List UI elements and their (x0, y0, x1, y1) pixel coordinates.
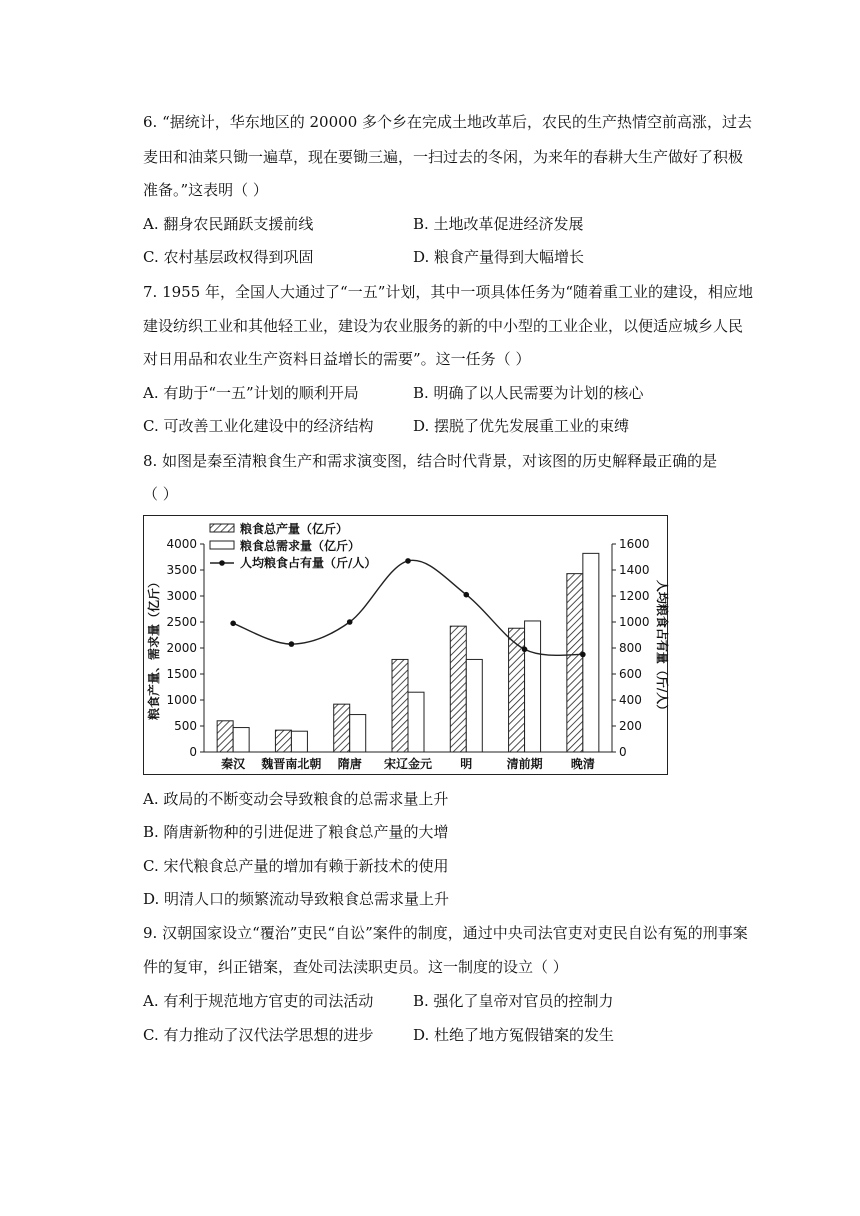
x-tick-label: 清前期 (506, 757, 543, 771)
y-left-tick-label: 2500 (166, 615, 197, 629)
y-left-tick-label: 1000 (166, 693, 197, 707)
bar-demand (233, 728, 249, 752)
q8-stem-line-1: 8. 如图是秦至清粮食生产和需求演变图，结合时代背景，对该图的历史解释最正确的是 (143, 452, 718, 470)
q9-option-c: C. 有力推动了汉代法学思想的进步 (143, 1026, 374, 1044)
y-axis-left (166, 537, 204, 759)
y-right-tick-label: 1600 (619, 537, 650, 551)
q7-stem-line-2: 建设纺织工业和其他轻工业，建设为农业服务的新的中小型的工业企业，以便适应城乡人民 (143, 317, 744, 335)
grain-chart (143, 515, 668, 775)
per-capita-point (289, 641, 295, 647)
q7-option-d: D. 摆脱了优先发展重工业的束缚 (413, 417, 630, 435)
y-left-tick-label: 3000 (166, 589, 197, 603)
y-left-tick-label: 500 (174, 719, 197, 733)
q7-stem-line-1: 7. 1955 年，全国人大通过了“一五”计划，其中一项具体任务为“随着重工业的建设，相应地 (143, 283, 754, 301)
bar-production (450, 626, 466, 752)
x-tick-label: 晚清 (570, 757, 595, 771)
bar-demand (525, 621, 541, 752)
q7-option-c: C. 可改善工业化建设中的经济结构 (143, 417, 374, 435)
q6-stem-line-3: 准备。”这表明（ ） (143, 181, 268, 199)
bar-production (509, 628, 525, 752)
y-axis-right-title: 人均粮食占有量（斤/人） (655, 579, 669, 717)
q9-stem-line-1: 9. 汉朝国家设立“覆治”吏民“自讼”案件的制度，通过中央司法官吏对吏民自讼有冤的刑事案 (143, 924, 748, 942)
y-right-tick-label: 800 (619, 641, 642, 655)
bar-demand (350, 715, 366, 752)
q8-option-a: A. 政局的不断变动会导致粮食的总需求量上升 (143, 790, 449, 808)
y-right-tick-label: 1200 (619, 589, 650, 603)
y-left-tick-label: 2000 (166, 641, 197, 655)
q6-option-d: D. 粮食产量得到大幅增长 (413, 248, 585, 266)
y-axis-right (612, 537, 650, 759)
legend-swatch-point (219, 560, 225, 566)
bar-production (392, 659, 408, 752)
per-capita-point (463, 592, 469, 598)
q8-option-d: D. 明清人口的频繁流动导致粮食总需求量上升 (143, 890, 450, 908)
q9-option-a: A. 有利于规范地方官吏的司法活动 (143, 992, 374, 1010)
q7-option-a: A. 有助于“一五”计划的顺利开局 (143, 384, 359, 402)
y-left-tick-label: 0 (189, 745, 197, 759)
y-right-tick-label: 200 (619, 719, 642, 733)
per-capita-point (405, 558, 411, 564)
legend-label-production: 粮食总产量（亿斤） (240, 522, 349, 536)
bars-group (217, 553, 599, 752)
bar-production (217, 721, 233, 752)
y-right-tick-label: 1400 (619, 563, 650, 577)
x-tick-label: 明 (460, 757, 473, 771)
q8-stem-line-2: （ ） (143, 485, 178, 503)
q8-option-b: B. 隋唐新物种的引进促进了粮食总产量的大增 (143, 823, 449, 841)
bar-demand (291, 731, 307, 752)
y-axis-left-title: 粮食产量、需求量（亿斤） (147, 575, 161, 721)
q6-option-b: B. 土地改革促进经济发展 (413, 215, 584, 233)
legend-label-per-capita: 人均粮食占有量（斤/人） (240, 556, 377, 570)
x-tick-label: 隋唐 (337, 757, 362, 771)
q9-option-d: D. 杜绝了地方冤假错案的发生 (413, 1026, 615, 1044)
grain-chart-svg (144, 516, 667, 774)
y-left-tick-label: 3500 (166, 563, 197, 577)
bar-demand (466, 659, 482, 752)
bar-production (275, 730, 291, 752)
bar-production (567, 574, 583, 752)
legend-swatch-demand (210, 541, 234, 549)
q9-option-b: B. 强化了皇帝对官员的控制力 (413, 992, 614, 1010)
x-tick-label: 宋辽金元 (383, 757, 433, 771)
per-capita-point (580, 652, 586, 658)
q7-option-b: B. 明确了以人民需要为计划的核心 (413, 384, 644, 402)
q6-stem-line-1: 6. “据统计，华东地区的 20000 多个乡在完成土地改革后，农民的生产热情空前高涨，过去 (143, 113, 753, 131)
bar-demand (408, 692, 424, 752)
y-right-tick-label: 400 (619, 693, 642, 707)
y-left-tick-label: 4000 (166, 537, 197, 551)
y-right-tick-label: 600 (619, 667, 642, 681)
chart-legend (210, 521, 376, 570)
x-axis (204, 752, 612, 771)
per-capita-point (230, 621, 236, 627)
q6-option-a: A. 翻身农民踊跃支援前线 (143, 215, 314, 233)
q6-option-c: C. 农村基层政权得到巩固 (143, 248, 314, 266)
bar-production (334, 704, 350, 752)
per-capita-point (347, 619, 353, 625)
q7-stem-line-3: 对日用品和农业生产资料日益增长的需要”。这一任务（ ） (143, 350, 531, 368)
legend-label-demand: 粮食总需求量（亿斤） (240, 539, 361, 553)
per-capita-point (522, 647, 528, 653)
q9-stem-line-2: 件的复审，纠正错案，查处司法渎职吏员。这一制度的设立（ ） (143, 958, 568, 976)
y-right-tick-label: 0 (619, 745, 627, 759)
legend-swatch-production (210, 524, 234, 532)
y-right-tick-label: 1000 (619, 615, 650, 629)
q8-option-c: C. 宋代粮食总产量的增加有赖于新技术的使用 (143, 857, 449, 875)
y-left-tick-label: 1500 (166, 667, 197, 681)
q6-stem-line-2: 麦田和油菜只锄一遍草，现在要锄三遍，一扫过去的冬闲，为来年的春耕大生产做好了积极 (143, 148, 744, 166)
x-tick-label: 秦汉 (221, 757, 246, 771)
bar-demand (583, 553, 599, 752)
x-tick-label: 魏晋南北朝 (261, 757, 322, 771)
